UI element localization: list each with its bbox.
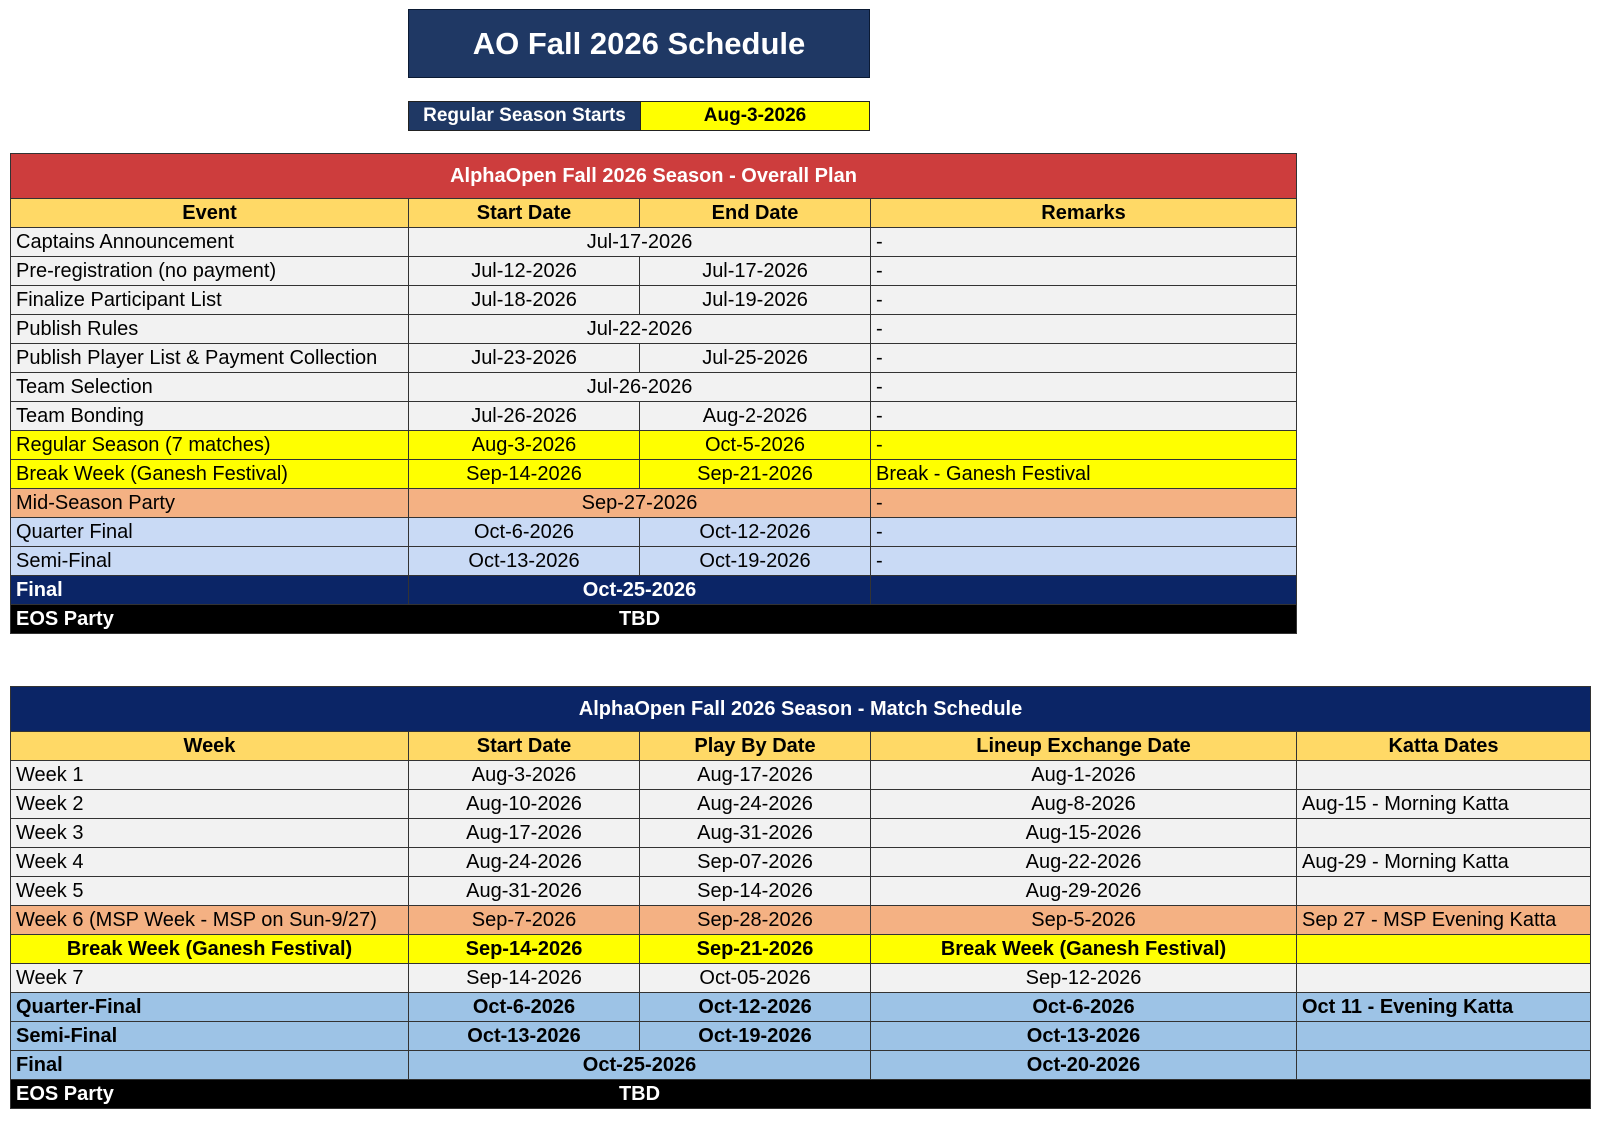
match-schedule-table — [10, 686, 1591, 1109]
katta-cell: Sep 27 - MSP Evening Katta — [1297, 906, 1591, 935]
end-date-cell: Oct-19-2026 — [640, 547, 871, 576]
table-row — [11, 576, 1297, 605]
header-katta-dates: Katta Dates — [1297, 732, 1591, 761]
table-row — [11, 286, 1297, 315]
remarks-cell: - — [871, 344, 1297, 373]
date-cell: Oct-25-2026 — [409, 576, 871, 605]
table-row — [11, 460, 1297, 489]
date-cell: Jul-17-2026 — [409, 228, 871, 257]
event-cell: Quarter Final — [11, 518, 409, 547]
event-cell: Publish Player List & Payment Collection — [11, 344, 409, 373]
remarks-cell: - — [871, 228, 1297, 257]
katta-cell — [1297, 877, 1591, 906]
start-date-cell: Oct-13-2026 — [409, 547, 640, 576]
week-cell: Week 5 — [11, 877, 409, 906]
lineup-date-cell: Aug-22-2026 — [871, 848, 1297, 877]
katta-cell: Aug-15 - Morning Katta — [1297, 790, 1591, 819]
match-schedule-banner: AlphaOpen Fall 2026 Season - Match Schedule — [11, 687, 1591, 732]
table-row — [11, 605, 1297, 634]
week-cell: Break Week (Ganesh Festival) — [11, 935, 409, 964]
remarks-cell: - — [871, 518, 1297, 547]
play-by-date-cell: Aug-24-2026 — [640, 790, 871, 819]
katta-cell — [1297, 1022, 1591, 1051]
play-by-date-cell: Oct-05-2026 — [640, 964, 871, 993]
remarks-cell: - — [871, 402, 1297, 431]
start-date-cell: Jul-26-2026 — [409, 402, 640, 431]
start-date-cell: Jul-23-2026 — [409, 344, 640, 373]
week-cell: Week 1 — [11, 761, 409, 790]
table-row — [11, 935, 1591, 964]
end-date-cell: Jul-25-2026 — [640, 344, 871, 373]
end-date-cell: Oct-12-2026 — [640, 518, 871, 547]
end-date-cell: Oct-5-2026 — [640, 431, 871, 460]
lineup-date-cell: Oct-13-2026 — [871, 1022, 1297, 1051]
week-cell: Week 7 — [11, 964, 409, 993]
lineup-date-cell: Aug-15-2026 — [871, 819, 1297, 848]
remarks-cell: - — [871, 373, 1297, 402]
katta-cell — [1297, 1051, 1591, 1080]
header-event: Event — [11, 199, 409, 228]
table-row — [11, 518, 1297, 547]
end-date-cell: Sep-21-2026 — [640, 460, 871, 489]
play-by-date-cell: Sep-28-2026 — [640, 906, 871, 935]
table-row — [11, 547, 1297, 576]
lineup-date-cell: Oct-20-2026 — [871, 1051, 1297, 1080]
table-row — [11, 1080, 1591, 1109]
date-cell: Jul-22-2026 — [409, 315, 871, 344]
week-cell: Week 3 — [11, 819, 409, 848]
event-cell: Team Selection — [11, 373, 409, 402]
match-schedule-header-row — [11, 732, 1591, 761]
start-date-cell: Aug-31-2026 — [409, 877, 640, 906]
event-cell: Finalize Participant List — [11, 286, 409, 315]
remarks-cell: Break - Ganesh Festival — [871, 460, 1297, 489]
remarks-cell: - — [871, 315, 1297, 344]
start-date-cell: Aug-24-2026 — [409, 848, 640, 877]
table-row — [11, 1022, 1591, 1051]
katta-cell — [1297, 819, 1591, 848]
start-date-cell: Sep-14-2026 — [409, 935, 640, 964]
table-row — [11, 431, 1297, 460]
katta-cell: Oct 11 - Evening Katta — [1297, 993, 1591, 1022]
lineup-date-cell: Sep-5-2026 — [871, 906, 1297, 935]
season-start-label: Regular Season Starts — [409, 102, 641, 130]
table-row — [11, 228, 1297, 257]
header-start-date: Start Date — [409, 732, 640, 761]
table-row — [11, 819, 1591, 848]
end-date-cell: Jul-19-2026 — [640, 286, 871, 315]
play-by-date-cell: Sep-14-2026 — [640, 877, 871, 906]
start-date-cell: Sep-14-2026 — [409, 460, 640, 489]
header-lineup-exchange-date: Lineup Exchange Date — [871, 732, 1297, 761]
remarks-cell — [871, 605, 1297, 634]
lineup-date-cell — [871, 1080, 1297, 1109]
table-row — [11, 964, 1591, 993]
event-cell: Mid-Season Party — [11, 489, 409, 518]
lineup-date-cell: Break Week (Ganesh Festival) — [871, 935, 1297, 964]
header-week: Week — [11, 732, 409, 761]
start-date-cell: Sep-7-2026 — [409, 906, 640, 935]
header-start-date: Start Date — [409, 199, 640, 228]
week-cell: Week 6 (MSP Week - MSP on Sun-9/27) — [11, 906, 409, 935]
schedule-title: AO Fall 2026 Schedule — [408, 9, 870, 78]
event-cell: Regular Season (7 matches) — [11, 431, 409, 460]
event-cell: EOS Party — [11, 605, 409, 634]
event-cell: Break Week (Ganesh Festival) — [11, 460, 409, 489]
event-cell: Final — [11, 576, 409, 605]
overall-plan-header-row — [11, 199, 1297, 228]
week-cell: Week 4 — [11, 848, 409, 877]
remarks-cell: - — [871, 257, 1297, 286]
week-cell: Semi-Final — [11, 1022, 409, 1051]
end-date-cell: Jul-17-2026 — [640, 257, 871, 286]
date-cell: Jul-26-2026 — [409, 373, 871, 402]
remarks-cell: - — [871, 547, 1297, 576]
table-row — [11, 906, 1591, 935]
start-date-cell: Jul-12-2026 — [409, 257, 640, 286]
start-date-cell: Oct-13-2026 — [409, 1022, 640, 1051]
table-row — [11, 315, 1297, 344]
lineup-date-cell: Aug-8-2026 — [871, 790, 1297, 819]
date-cell: TBD — [409, 605, 871, 634]
table-row — [11, 402, 1297, 431]
table-row — [11, 257, 1297, 286]
overall-plan-table — [10, 153, 1297, 634]
week-cell: Week 2 — [11, 790, 409, 819]
event-cell: Semi-Final — [11, 547, 409, 576]
remarks-cell: - — [871, 431, 1297, 460]
start-date-cell: Aug-3-2026 — [409, 431, 640, 460]
remarks-cell: - — [871, 286, 1297, 315]
table-row — [11, 848, 1591, 877]
play-by-date-cell: Oct-12-2026 — [640, 993, 871, 1022]
lineup-date-cell: Aug-29-2026 — [871, 877, 1297, 906]
katta-cell — [1297, 761, 1591, 790]
start-date-cell: Aug-17-2026 — [409, 819, 640, 848]
date-cell: Sep-27-2026 — [409, 489, 871, 518]
overall-plan-banner: AlphaOpen Fall 2026 Season - Overall Plan — [11, 154, 1297, 199]
table-row — [11, 1051, 1591, 1080]
header-end-date: End Date — [640, 199, 871, 228]
season-start-value: Aug-3-2026 — [641, 102, 869, 130]
week-cell: Quarter-Final — [11, 993, 409, 1022]
start-date-cell: Aug-10-2026 — [409, 790, 640, 819]
start-date-cell: Aug-3-2026 — [409, 761, 640, 790]
play-by-date-cell: Oct-19-2026 — [640, 1022, 871, 1051]
play-by-date-cell: Sep-21-2026 — [640, 935, 871, 964]
table-row — [11, 489, 1297, 518]
table-row — [11, 993, 1591, 1022]
katta-cell: Aug-29 - Morning Katta — [1297, 848, 1591, 877]
katta-cell — [1297, 935, 1591, 964]
event-cell: Publish Rules — [11, 315, 409, 344]
end-date-cell: Aug-2-2026 — [640, 402, 871, 431]
event-cell: Team Bonding — [11, 402, 409, 431]
remarks-cell: - — [871, 489, 1297, 518]
start-date-cell: Oct-6-2026 — [409, 993, 640, 1022]
date-cell: TBD — [409, 1080, 871, 1109]
start-date-cell: Sep-14-2026 — [409, 964, 640, 993]
season-start-row — [408, 101, 870, 131]
event-cell: Pre-registration (no payment) — [11, 257, 409, 286]
table-row — [11, 373, 1297, 402]
katta-cell — [1297, 964, 1591, 993]
remarks-cell — [871, 576, 1297, 605]
table-row — [11, 877, 1591, 906]
lineup-date-cell: Sep-12-2026 — [871, 964, 1297, 993]
event-cell: Captains Announcement — [11, 228, 409, 257]
header-remarks: Remarks — [871, 199, 1297, 228]
table-row — [11, 344, 1297, 373]
start-date-cell: Jul-18-2026 — [409, 286, 640, 315]
lineup-date-cell: Aug-1-2026 — [871, 761, 1297, 790]
week-cell: EOS Party — [11, 1080, 409, 1109]
lineup-date-cell: Oct-6-2026 — [871, 993, 1297, 1022]
start-date-cell: Oct-6-2026 — [409, 518, 640, 547]
table-row — [11, 790, 1591, 819]
table-row — [11, 761, 1591, 790]
header-play-by-date: Play By Date — [640, 732, 871, 761]
katta-cell — [1297, 1080, 1591, 1109]
play-by-date-cell: Sep-07-2026 — [640, 848, 871, 877]
date-cell: Oct-25-2026 — [409, 1051, 871, 1080]
play-by-date-cell: Aug-17-2026 — [640, 761, 871, 790]
play-by-date-cell: Aug-31-2026 — [640, 819, 871, 848]
week-cell: Final — [11, 1051, 409, 1080]
